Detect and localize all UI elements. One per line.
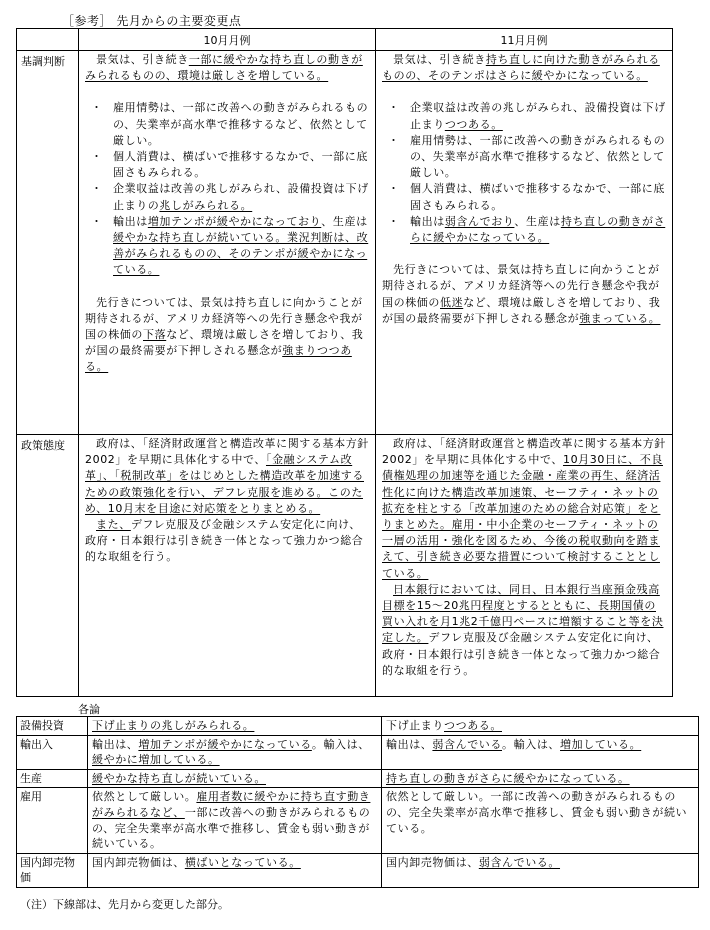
table-row (17, 51, 673, 435)
main-comparison-table (16, 28, 673, 697)
october-cell: 緩やかな持ち直しが続いている。 (88, 769, 382, 788)
row-label-employment: 雇用 (17, 788, 88, 853)
row-label-policy-stance: 政策態度 (17, 435, 79, 697)
october-basic-assessment-cell (79, 51, 376, 435)
table-row (17, 853, 699, 887)
october-cell: 国内卸売物価は、横ばいとなっている。 (88, 853, 382, 887)
empty-header-cell (17, 29, 79, 51)
october-cell: 依然として厳しい。雇用者数に緩やかに持ち直す動きがみられるなど、一部に改善への動きがみられるものの、完全失業率が高水準で推移し、賃金も弱い動きが続いている。 (88, 788, 382, 853)
policy-paragraph: 政府は、「経済財政運営と構造改革に関する基本方針2002」を早期に具体化する中で、10月30日に、不良債権処理の加速等を通じた金融・産業の再生、経済活性化に向けた構造改革加速策、セーフティ・ネットの拡充を柱とする「改革加速のための総合対応策」をとりまとめた。雇用・中小企業のセーフティ・ネットの一層の活用・強化を図るため、今後の税収動向を踏まえて、引き続き必要な措置について検討することとしている。 (382, 437, 666, 580)
october-policy-cell (79, 435, 376, 697)
lead-paragraph: 景気は、引き続き一部に緩やかな持ち直しの動きがみられるものの、環境は厳しさを増している。 (85, 53, 363, 83)
outlook-paragraph: 先行きについては、景気は持ち直しに向かうことが期待されるが、アメリカ経済等への先行き懸念や我が国の株価の下落など、環境は厳しさを増しており、我が国の最終需要が下押しされる懸念が強まりつつある。 (85, 295, 364, 374)
row-label-production: 生産 (17, 769, 88, 788)
column-header-october: 10月月例 (79, 29, 376, 51)
october-cell: 輸出は、増加テンポが緩やかになっている。輸入は、緩やかに増加している。 (88, 735, 382, 769)
table-row (17, 735, 699, 769)
outlook-paragraph: 先行きについては、景気は持ち直しに向かうことが期待されるが、アメリカ経済等への先行き懸念や我が国の株価の低迷など、環境は厳しさを増しており、我が国の最終需要が下押しされる懸念が強まっている。 (382, 263, 661, 325)
list-item: ・ 雇用情勢は、一部に改善への動きがみられるものの、失業率が高水準で推移するなど、依然として厳しい。 (113, 100, 369, 149)
november-cell: 依然として厳しい。一部に改善への動きがみられるものの、完全失業率が高水準で推移し、賃金も弱い動きが続いている。 (382, 788, 699, 853)
policy-paragraph: また、デフレ克服及び金融システム安定化に向け、政府・日本銀行は引き続き一体となって強力かつ総合的な取組を行う。 (85, 518, 364, 564)
november-cell: 下げ止まりつつある。 (382, 717, 699, 736)
list-item: ・ 個人消費は、横ばいで推移するなかで、一部に底固さもみられる。 (113, 149, 369, 181)
november-cell: 持ち直しの動きがさらに緩やかになっている。 (382, 769, 699, 788)
lead-paragraph: 景気は、引き続き持ち直しに向けた動きがみられるものの、そのテンポはさらに緩やかになっている。 (382, 53, 660, 83)
policy-paragraph: 政府は、「経済財政運営と構造改革に関する基本方針2002」を早期に具体化する中で、「金融システム改革」、「税制改革」をはじめとした構造改革を加速するための政策強化を行い、デフレ克服を進める。このため、10月末を目途に対応策をとりまとめる。 (85, 437, 369, 515)
table-row (17, 435, 673, 697)
list-item: ・ 企業収益は改善の兆しがみられ、設備投資は下げ止まりの兆しがみられる。 (113, 181, 369, 213)
table-row (17, 788, 699, 853)
policy-paragraph: 日本銀行においては、同日、日本銀行当座預金残高目標を15～20兆円程度とするとともに、長期国債の買い入れを月1兆2千億円ペースに増額すること等を決定した。デフレ克服及び金融システム安定化に向け、政府・日本銀行は引き続き一体となって強力かつ総合的な取組を行う。 (382, 582, 664, 677)
list-item: ・ 輸出は増加テンポが緩やかになっており、生産は緩やかな持ち直しが続いている。業況判断は、改善がみられるものの、そのテンポが緩やかになっている。 (113, 214, 369, 279)
section-heading: 各論 (78, 703, 100, 716)
list-item: ・ 企業収益は改善の兆しがみられ、設備投資は下げ止まりつつある。 (410, 100, 666, 132)
table-header-row (17, 29, 673, 51)
row-label-wholesale-prices: 国内卸売物価 (17, 853, 88, 887)
october-cell: 下げ止まりの兆しがみられる。 (88, 717, 382, 736)
details-table (16, 716, 699, 888)
november-basic-assessment-cell (376, 51, 673, 435)
footnote: （注）下線部は、先月から変更した部分。 (20, 898, 229, 911)
row-label-basic-assessment: 基調判断 (17, 51, 79, 435)
page-title: ［参考］ 先月からの主要変更点 (62, 14, 242, 28)
november-policy-cell (376, 435, 673, 697)
bullet-list (85, 100, 369, 278)
list-item: ・ 輸出は弱含んでおり、生産は持ち直しの動きがさらに緩やかになっている。 (410, 214, 666, 246)
row-label-trade: 輸出入 (17, 735, 88, 769)
table-row (17, 717, 699, 736)
november-cell: 輸出は、弱含んでいる。輸入は、増加している。 (382, 735, 699, 769)
list-item: ・ 雇用情勢は、一部に改善への動きがみられるものの、失業率が高水準で推移するなど、依然として厳しい。 (410, 133, 666, 182)
row-label-capex: 設備投資 (17, 717, 88, 736)
table-row (17, 769, 699, 788)
column-header-november: 11月月例 (376, 29, 673, 51)
list-item: ・ 個人消費は、横ばいで推移するなかで、一部に底固さもみられる。 (410, 181, 666, 213)
bullet-list (382, 100, 666, 246)
november-cell: 国内卸売物価は、弱含んでいる。 (382, 853, 699, 887)
